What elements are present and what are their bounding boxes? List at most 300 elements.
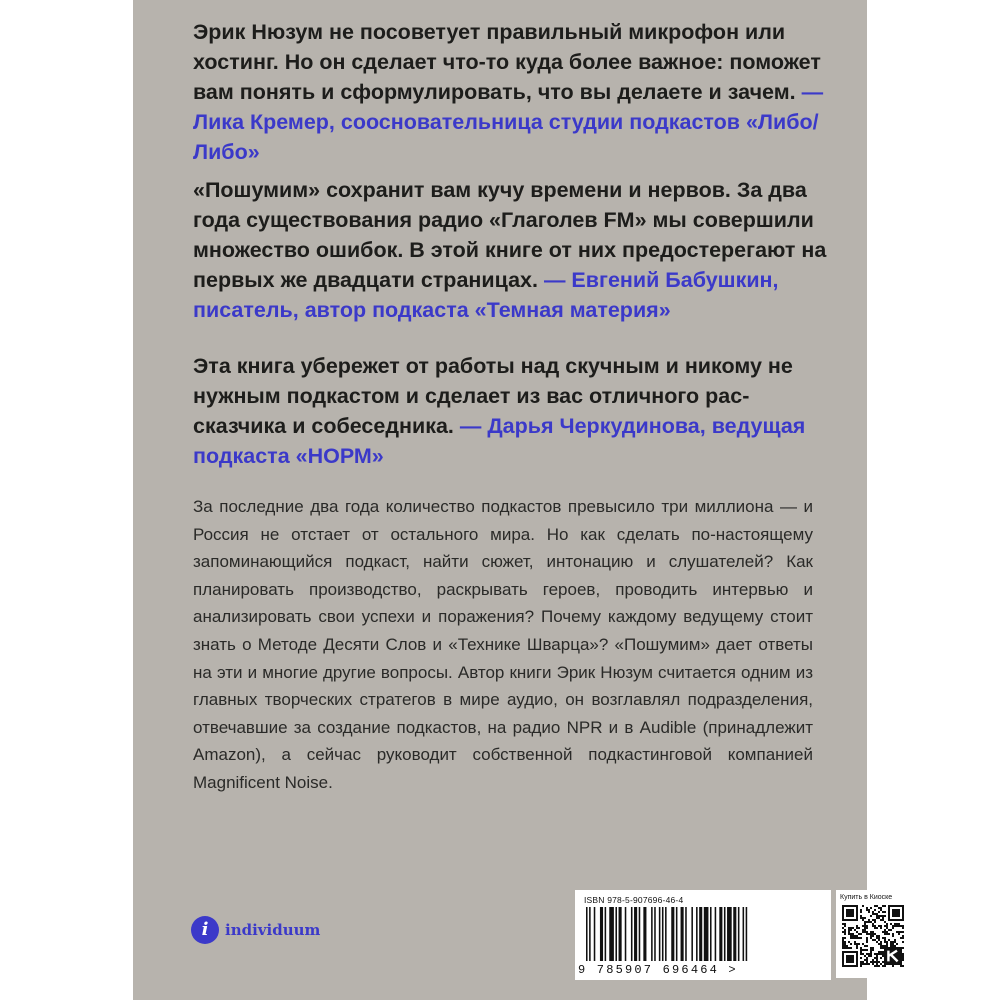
qr-module: [860, 953, 862, 955]
qr-module: [876, 953, 878, 955]
qr-module: [850, 929, 852, 931]
qr-module: [844, 929, 846, 931]
qr-module: [890, 945, 892, 947]
qr-module: [866, 925, 868, 927]
qr-module: [902, 925, 904, 927]
qr-module: [866, 937, 868, 939]
qr-module: [876, 915, 878, 917]
qr-module: [884, 905, 886, 907]
qr-module: [878, 915, 880, 917]
qr-module: [870, 937, 872, 939]
qr-module: [862, 961, 864, 963]
barcode-digits: 9 785907 696464 >: [578, 963, 738, 977]
qr-module: [892, 935, 894, 937]
qr-module: [882, 911, 884, 913]
qr-module: [882, 953, 884, 955]
barcode-bar: [625, 907, 627, 961]
qr-module: [896, 925, 898, 927]
qr-module: [866, 939, 868, 941]
qr-module: [886, 927, 888, 929]
qr-module: [878, 939, 880, 941]
qr-module: [852, 937, 854, 939]
qr-module: [878, 917, 880, 919]
barcode-bar: [699, 907, 702, 961]
barcode-bar: [671, 907, 674, 961]
qr-module: [870, 953, 872, 955]
qr-module: [878, 965, 880, 967]
publisher-name: individuum: [225, 921, 321, 939]
barcode-bar: [724, 907, 726, 961]
qr-module: [864, 963, 866, 965]
barcode-bar: [619, 907, 622, 961]
qr-module: [892, 925, 894, 927]
qr-module: [842, 939, 844, 941]
qr-module: [894, 923, 896, 925]
qr-module: [872, 947, 874, 949]
qr-module: [902, 947, 904, 949]
qr-module: [862, 929, 864, 931]
qr-module: [842, 943, 844, 945]
qr-module: [874, 921, 876, 923]
publisher-logo: [191, 916, 320, 944]
barcode-bar: [710, 907, 712, 961]
qr-module: [842, 941, 844, 943]
barcode-bar: [600, 907, 603, 961]
qr-module: [848, 941, 850, 943]
qr-module: [862, 949, 864, 951]
qr-module: [870, 949, 872, 951]
qr-finder-center: [846, 955, 854, 963]
qr-module: [864, 949, 866, 951]
barcode-bar: [719, 907, 722, 961]
qr-module: [866, 957, 868, 959]
qr-module: [886, 923, 888, 925]
qr-module: [892, 933, 894, 935]
qr-module: [878, 951, 880, 953]
qr-module: [900, 965, 902, 967]
qr-module: [902, 957, 904, 959]
barcode-bar: [605, 907, 607, 961]
qr-module: [842, 945, 844, 947]
qr-module: [872, 925, 874, 927]
qr-module: [844, 941, 846, 943]
isbn-label: ISBN 978-5-907696-46-4: [584, 895, 684, 905]
qr-module: [888, 939, 890, 941]
blurb-quote-1-text: Эрик Нюзум не посоветует правильный микрофон или хостинг. Но он сделает что-то куда более важное: поможет вам понять и сформулировать, что вы делаете и зачем.: [193, 20, 821, 104]
qr-module: [886, 931, 888, 933]
qr-module: [850, 935, 852, 937]
barcode-bar: [609, 907, 614, 961]
qr-module: [850, 937, 852, 939]
qr-module: [884, 937, 886, 939]
qr-module: [894, 939, 896, 941]
qr-module: [864, 925, 866, 927]
qr-module: [884, 915, 886, 917]
qr-module: [882, 965, 884, 967]
qr-module: [876, 917, 878, 919]
qr-module: [880, 957, 882, 959]
qr-module: [868, 955, 870, 957]
qr-module: [872, 961, 874, 963]
qr-module: [868, 933, 870, 935]
barcode-bars: [586, 907, 820, 963]
qr-module: [894, 945, 896, 947]
qr-module: [864, 917, 866, 919]
qr-module: [844, 925, 846, 927]
qr-module: [890, 941, 892, 943]
blurb-quote-2: [193, 175, 833, 325]
qr-module: [868, 921, 870, 923]
qr-module: [870, 955, 872, 957]
barcode-bar: [662, 907, 664, 961]
qr-module: [882, 947, 884, 949]
qr-module: [886, 945, 888, 947]
qr-module: [864, 923, 866, 925]
qr-module: [872, 959, 874, 961]
qr-module: [874, 905, 876, 907]
qr-module: [880, 909, 882, 911]
qr-module: [864, 959, 866, 961]
qr-module: [900, 925, 902, 927]
qr-module: [888, 929, 890, 931]
qr-module: [864, 955, 866, 957]
qr-module: [870, 947, 872, 949]
qr-module: [876, 963, 878, 965]
qr-module: [854, 941, 856, 943]
qr-module: [880, 945, 882, 947]
barcode-bar: [586, 907, 588, 961]
qr-module: [848, 929, 850, 931]
qr-module: [866, 941, 868, 943]
blurb-quote-2-text: «Пошумим» сохранит вам кучу времени и нервов. За два года существования радио «Глаголев FM» мы совершили множество ошибок. В этой книге от них предостерегают на первых же двадцати страницах.: [193, 178, 827, 292]
qr-module: [896, 943, 898, 945]
qr-module: [870, 935, 872, 937]
qr-module: [858, 943, 860, 945]
qr-module: [866, 963, 868, 965]
qr-module: [874, 961, 876, 963]
qr-module: [860, 911, 862, 913]
qr-code-block: [836, 890, 910, 978]
qr-module: [842, 927, 844, 929]
qr-module: [866, 953, 868, 955]
qr-module: [876, 935, 878, 937]
qr-module: [862, 919, 864, 921]
qr-module: [882, 917, 884, 919]
qr-module: [870, 915, 872, 917]
qr-module: [878, 943, 880, 945]
qr-module: [886, 925, 888, 927]
qr-module: [874, 953, 876, 955]
qr-module: [872, 949, 874, 951]
qr-code-icon: [842, 905, 904, 967]
barcode-bar: [746, 907, 748, 961]
qr-module: [872, 923, 874, 925]
qr-module: [898, 933, 900, 935]
qr-module: [882, 915, 884, 917]
barcode-bar: [615, 907, 617, 961]
qr-module: [882, 905, 884, 907]
barcode-bar: [704, 907, 709, 961]
qr-module: [866, 945, 868, 947]
qr-module: [848, 927, 850, 929]
qr-module: [870, 907, 872, 909]
blurb-quote-3-text: Эта книга убережет от работы над скучным и никому не нужным подкастом и сделает из вас отличного рассказчика и собеседника.: [193, 354, 793, 438]
qr-module: [868, 911, 870, 913]
qr-module: [878, 937, 880, 939]
qr-module: [848, 931, 850, 933]
qr-module: [864, 921, 866, 923]
qr-module: [862, 925, 864, 927]
qr-module: [894, 941, 896, 943]
qr-module: [876, 961, 878, 963]
qr-module: [878, 961, 880, 963]
qr-module: [858, 927, 860, 929]
qr-module: [868, 953, 870, 955]
qr-module: [870, 931, 872, 933]
qr-module: [896, 931, 898, 933]
qr-module: [882, 919, 884, 921]
qr-module: [874, 919, 876, 921]
qr-label: Купить в Киоске: [840, 894, 893, 901]
qr-module: [850, 927, 852, 929]
qr-module: [884, 941, 886, 943]
qr-module: [854, 937, 856, 939]
qr-module: [874, 957, 876, 959]
qr-module: [902, 941, 904, 943]
qr-module: [860, 949, 862, 951]
barcode-bar: [738, 907, 740, 961]
barcode-bar: [589, 907, 591, 961]
qr-module: [876, 927, 878, 929]
barcode-bar: [643, 907, 646, 961]
qr-module: [842, 931, 844, 933]
qr-module: [884, 929, 886, 931]
qr-module: [878, 907, 880, 909]
qr-module: [860, 915, 862, 917]
qr-module: [884, 911, 886, 913]
qr-module: [892, 965, 894, 967]
qr-module: [902, 959, 904, 961]
qr-module: [844, 923, 846, 925]
qr-module: [854, 943, 856, 945]
qr-module: [884, 925, 886, 927]
qr-module: [856, 931, 858, 933]
qr-module: [902, 965, 904, 967]
qr-module: [844, 931, 846, 933]
qr-module: [860, 909, 862, 911]
barcode-bar: [685, 907, 687, 961]
qr-module: [890, 923, 892, 925]
qr-module: [886, 933, 888, 935]
qr-module: [860, 965, 862, 967]
qr-module: [874, 933, 876, 935]
qr-module: [856, 945, 858, 947]
qr-module: [874, 965, 876, 967]
qr-module: [872, 933, 874, 935]
qr-module: [862, 943, 864, 945]
qr-module: [862, 917, 864, 919]
qr-module: [864, 931, 866, 933]
qr-module: [860, 917, 862, 919]
barcode-bar: [634, 907, 637, 961]
qr-module: [900, 931, 902, 933]
qr-module: [856, 925, 858, 927]
book-back-cover: [133, 0, 893, 1000]
qr-finder-center: [846, 909, 854, 917]
qr-module: [866, 961, 868, 963]
qr-module: [902, 955, 904, 957]
qr-module: [882, 931, 884, 933]
qr-module: [852, 933, 854, 935]
qr-module: [880, 941, 882, 943]
qr-module: [880, 925, 882, 927]
qr-module: [862, 905, 864, 907]
qr-module: [882, 945, 884, 947]
barcode-bar: [733, 907, 736, 961]
qr-module: [868, 963, 870, 965]
qr-module: [842, 923, 844, 925]
qr-module: [882, 937, 884, 939]
qr-module: [880, 915, 882, 917]
qr-module: [884, 939, 886, 941]
blurb-quote-1-attribution: — Лика Кремер, соосновательница студии подкастов «Либо/Либо»: [193, 80, 824, 164]
qr-module: [854, 929, 856, 931]
qr-module: [858, 933, 860, 935]
qr-module: [880, 907, 882, 909]
qr-module: [898, 925, 900, 927]
qr-module: [856, 935, 858, 937]
qr-module: [860, 957, 862, 959]
qr-module: [860, 933, 862, 935]
qr-module: [876, 959, 878, 961]
qr-module: [888, 933, 890, 935]
barcode-bar: [681, 907, 684, 961]
qr-module: [880, 963, 882, 965]
qr-module: [884, 965, 886, 967]
barcode-bar: [696, 907, 698, 961]
qr-module: [842, 937, 844, 939]
qr-module: [866, 921, 868, 923]
barcode-bar: [594, 907, 596, 961]
qr-module: [894, 925, 896, 927]
qr-module: [860, 937, 862, 939]
qr-module: [882, 961, 884, 963]
qr-module: [874, 913, 876, 915]
qr-module: [850, 947, 852, 949]
qr-module: [858, 937, 860, 939]
qr-module: [876, 957, 878, 959]
qr-module: [876, 941, 878, 943]
blurb-quote-3-attribution: — Дарья Черкудинова, ведущая подкаста «НОРМ»: [193, 414, 806, 468]
qr-module: [880, 927, 882, 929]
qr-module: [882, 951, 884, 953]
qr-module: [890, 929, 892, 931]
qr-module: [902, 931, 904, 933]
qr-module: [844, 933, 846, 935]
barcode-bar: [665, 907, 667, 961]
qr-module: [860, 961, 862, 963]
barcode-bar: [715, 907, 717, 961]
qr-module: [874, 927, 876, 929]
qr-module: [902, 935, 904, 937]
qr-module: [852, 927, 854, 929]
qr-module: [876, 905, 878, 907]
barcode-bar: [651, 907, 653, 961]
isbn-barcode: [575, 890, 831, 980]
qr-module: [876, 955, 878, 957]
qr-module: [866, 933, 868, 935]
qr-module: [880, 919, 882, 921]
qr-module: [844, 943, 846, 945]
qr-module: [874, 909, 876, 911]
qr-module: [866, 907, 868, 909]
qr-module: [880, 953, 882, 955]
qr-module: [872, 919, 874, 921]
barcode-bar: [691, 907, 693, 961]
qr-module: [848, 947, 850, 949]
qr-module: [876, 937, 878, 939]
qr-module: [892, 941, 894, 943]
qr-module: [898, 923, 900, 925]
qr-module: [866, 959, 868, 961]
qr-module: [880, 951, 882, 953]
qr-module: [856, 927, 858, 929]
qr-module: [842, 947, 844, 949]
qr-module: [896, 923, 898, 925]
qr-module: [876, 965, 878, 967]
qr-module: [870, 961, 872, 963]
qr-module: [856, 937, 858, 939]
qr-module: [866, 909, 868, 911]
barcode-bar: [654, 907, 656, 961]
qr-module: [902, 953, 904, 955]
qr-module: [850, 933, 852, 935]
qr-module: [872, 935, 874, 937]
qr-module: [878, 953, 880, 955]
qr-module: [850, 943, 852, 945]
publisher-logo-icon: i: [191, 916, 219, 944]
qr-module: [876, 913, 878, 915]
qr-module: [872, 911, 874, 913]
qr-module: [878, 935, 880, 937]
qr-module: [860, 963, 862, 965]
qr-module: [872, 931, 874, 933]
qr-module: [844, 945, 846, 947]
qr-module: [848, 933, 850, 935]
qr-module: [870, 933, 872, 935]
qr-module: [884, 921, 886, 923]
qr-module: [846, 945, 848, 947]
qr-module: [878, 925, 880, 927]
qr-module: [864, 945, 866, 947]
barcode-bar: [631, 907, 633, 961]
qr-module: [882, 955, 884, 957]
qr-module: [884, 931, 886, 933]
qr-module: [872, 963, 874, 965]
qr-module: [846, 947, 848, 949]
qr-module: [892, 945, 894, 947]
qr-module: [860, 951, 862, 953]
qr-module: [866, 931, 868, 933]
qr-module: [874, 925, 876, 927]
qr-module: [866, 927, 868, 929]
blurb-quote-2-attribution: — Евгений Бабушкин, писатель, автор подкаста «Темная материя»: [193, 268, 779, 322]
qr-module: [860, 947, 862, 949]
qr-module: [884, 933, 886, 935]
blurb-quote-3: [193, 351, 833, 471]
qr-module: [864, 929, 866, 931]
qr-module: [868, 909, 870, 911]
